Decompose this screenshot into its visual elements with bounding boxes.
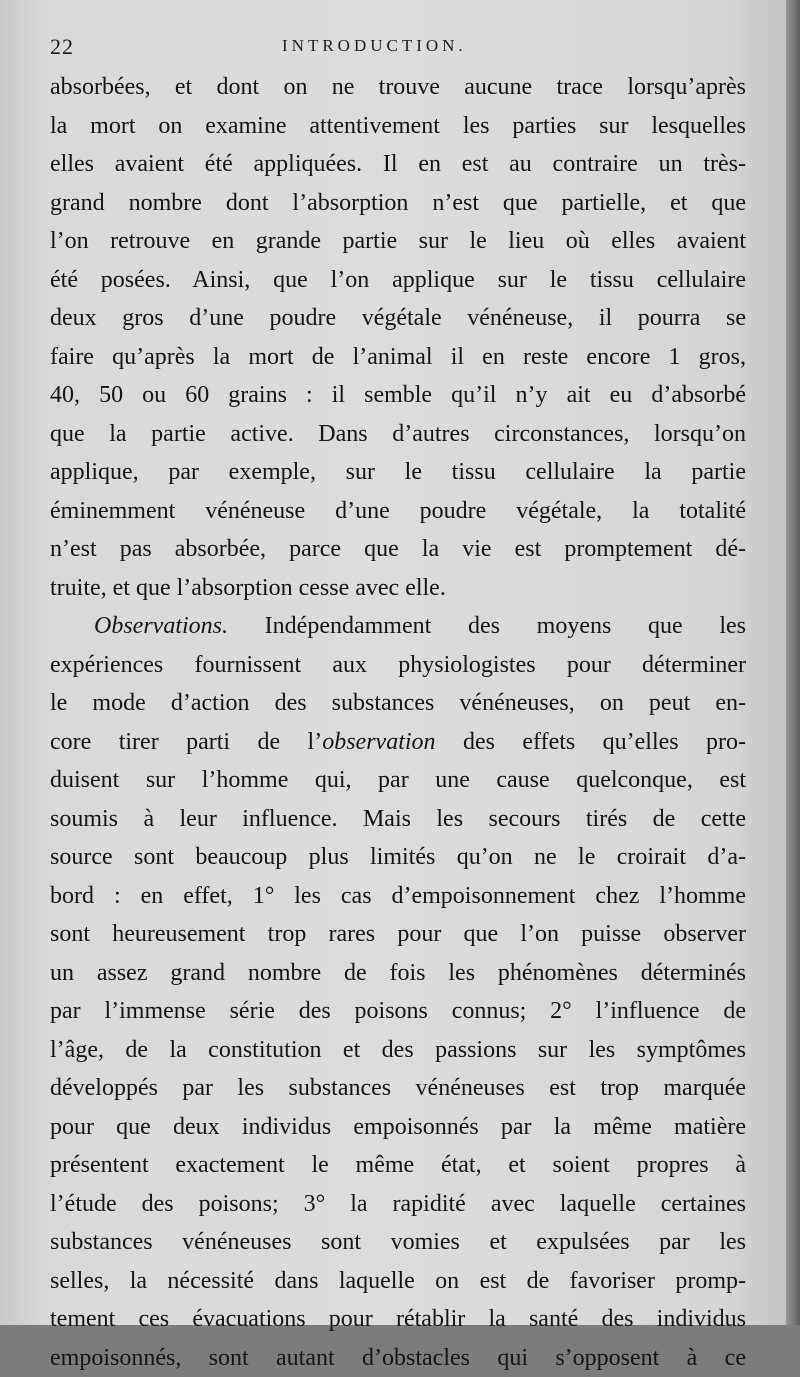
text-line: deux gros d’une poudre végétale vénéneuse, il pourra se [50,299,746,338]
text-line: soumis à leur influence. Mais les secours tirés de cette [50,800,746,839]
text-line-with-emphasis [50,723,746,762]
text-line: tement ces évacuations pour rétablir la santé des individus [50,1300,746,1339]
text-line: absorbées, et dont on ne trouve aucune trace lorsqu’après [50,68,746,107]
text-fragment: core tirer parti de l’ [50,729,322,755]
text-line: présentent exactement le même état, et soient propres à [50,1146,746,1185]
text-line: faire qu’après la mort de l’animal il en reste encore 1 gros, [50,338,746,377]
text-line: elles avaient été appliquées. Il en est au contraire un très- [50,145,746,184]
text-line: l’on retrouve en grande partie sur le lieu où elles avaient [50,222,746,261]
page-header [50,28,750,64]
text-line: un assez grand nombre de fois les phénomènes déterminés [50,954,746,993]
emphasized-word: observation [322,729,435,755]
text-line: applique, par exemple, sur le tissu cellulaire la partie [50,453,746,492]
page-edge-shadow [786,0,800,1325]
text-line: n’est pas absorbée, parce que la vie est promptement dé- [50,530,746,569]
text-line: 40, 50 ou 60 grains : il semble qu’il n’y ait eu d’absorbé [50,376,746,415]
text-line: la mort on examine attentivement les parties sur lesquelles [50,107,746,146]
text-fragment: des effets qu’elles pro- [436,729,746,755]
paragraph-end-line: truite, et que l’absorption cesse avec elle. [50,569,746,608]
text-line: éminemment vénéneuse d’une poudre végétale, la totalité [50,492,746,531]
text-line: pour que deux individus empoisonnés par la même matière [50,1108,746,1147]
text-line: été posées. Ainsi, que l’on applique sur le tissu cellulaire [50,261,746,300]
running-title: INTRODUCTION. [282,36,467,56]
text-line: expériences fournissent aux physiologistes pour déterminer [50,646,746,685]
observations-heading: Observations. [94,613,228,639]
text-line: duisent sur l’homme qui, par une cause quelconque, est [50,761,746,800]
body-text [50,68,746,1377]
page-number: 22 [50,34,74,60]
text-line: substances vénéneuses sont vomies et expulsées par les [50,1223,746,1262]
text-line: bord : en effet, 1° les cas d’empoisonnement chez l’homme [50,877,746,916]
text-line: par l’immense série des poisons connus; 2° l’influence de [50,992,746,1031]
text-line: source sont beaucoup plus limités qu’on ne le croirait d’a- [50,838,746,877]
text-line: sont heureusement trop rares pour que l’on puisse observer [50,915,746,954]
text-line: que la partie active. Dans d’autres circonstances, lorsqu’on [50,415,746,454]
text-line: l’étude des poisons; 3° la rapidité avec laquelle certaines [50,1185,746,1224]
text-line: le mode d’action des substances vénéneuses, on peut en- [50,684,746,723]
text-line: empoisonnés, sont autant d’obstacles qui s’opposent à ce [50,1339,746,1377]
text-line: grand nombre dont l’absorption n’est que partielle, et que [50,184,746,223]
text-line: l’âge, de la constitution et des passions sur les symptômes [50,1031,746,1070]
text-line: selles, la nécessité dans laquelle on est de favoriser promp- [50,1262,746,1301]
text-line: développés par les substances vénéneuses est trop marquée [50,1069,746,1108]
observations-first-line [50,607,746,646]
observations-text: Indépendamment des moyens que les [228,613,746,639]
